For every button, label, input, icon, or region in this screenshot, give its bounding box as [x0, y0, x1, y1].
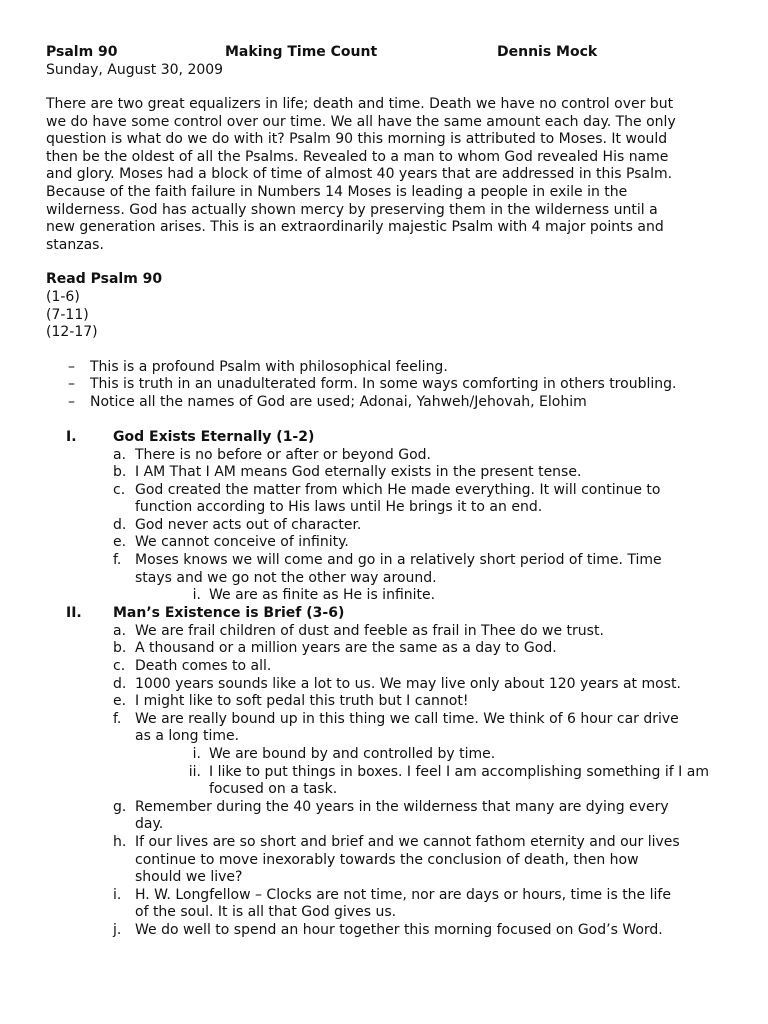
outline-item — [46, 640, 736, 658]
outline-item — [46, 658, 736, 676]
section-heading — [46, 605, 736, 623]
item-text: 1000 years sounds like a lot to us. We may live only about 120 years at most. — [135, 675, 681, 692]
dash-marker: – — [68, 393, 75, 410]
item-letter: d. — [113, 675, 127, 692]
bullet-item — [46, 394, 736, 412]
outline-item — [46, 623, 736, 641]
item-text: I might like to soft pedal this truth but I cannot! — [135, 693, 469, 710]
outline-item — [46, 676, 736, 694]
outline-item — [46, 922, 736, 940]
reading-range: (12-17) — [46, 324, 98, 341]
item-text: We are really bound up in this thing we call time. We think of 6 hour car drive — [135, 710, 679, 727]
intro-line: new generation arises. This is an extraordinarily majestic Psalm with 4 major points and — [46, 219, 664, 236]
item-letter: b. — [113, 464, 127, 481]
item-letter: e. — [113, 693, 127, 710]
item-letter: d. — [113, 516, 127, 533]
reading-ranges — [46, 289, 736, 342]
item-text: continue to move inexorably towards the conclusion of death, then how — [135, 851, 639, 868]
item-letter: a. — [113, 446, 127, 463]
item-text: Moses knows we will come and go in a relatively short period of time. Time — [135, 552, 662, 569]
outline-item — [46, 711, 736, 746]
document-page — [46, 44, 736, 940]
item-text: as a long time. — [135, 728, 240, 745]
outline-item — [46, 834, 736, 887]
reading-title: Read Psalm 90 — [46, 271, 163, 288]
intro-line: we do have some control over our time. We all have the same amount each day. The only — [46, 113, 676, 130]
outline-subitem — [46, 746, 736, 764]
outline-section — [46, 429, 736, 605]
item-letter: a. — [113, 622, 127, 639]
section-title: God Exists Eternally (1-2) — [113, 428, 315, 445]
reading-range: (1-6) — [46, 288, 80, 305]
outline-subitem — [46, 764, 736, 799]
item-letter: f. — [113, 710, 122, 727]
sermon-date: Sunday, August 30, 2009 — [46, 62, 224, 78]
bullet-item — [46, 376, 736, 394]
header-author: Dennis Mock — [497, 44, 598, 60]
item-letter: h. — [113, 833, 127, 850]
dash-marker: – — [68, 358, 75, 375]
bullet-text: This is truth in an unadulterated form. In some ways comforting in others troubling. — [90, 376, 677, 393]
item-text: Death comes to all. — [135, 658, 272, 675]
outline-item — [46, 534, 736, 552]
item-text: God never acts out of character. — [135, 516, 362, 533]
outline-item — [46, 517, 736, 535]
item-letter: i. — [113, 886, 122, 903]
dash-marker: – — [68, 376, 75, 393]
item-letter: b. — [113, 640, 127, 657]
section-number: II. — [66, 604, 82, 621]
section-title: Man’s Existence is Brief (3-6) — [113, 604, 345, 621]
item-text: day. — [135, 816, 164, 833]
item-text: H. W. Longfellow – Clocks are not time, nor are days or hours, time is the life — [135, 886, 671, 903]
item-text: function according to His laws until He brings it to an end. — [135, 499, 543, 516]
subitem-text: focused on a task. — [209, 781, 338, 798]
item-letter: g. — [113, 798, 127, 815]
outline — [46, 429, 736, 940]
intro-line: then be the oldest of all the Psalms. Revealed to a man to whom God revealed His name — [46, 148, 669, 165]
subitem-text: We are bound by and controlled by time. — [209, 746, 496, 762]
outline-item — [46, 552, 736, 587]
outline-subitem — [46, 587, 736, 605]
bullet-text: Notice all the names of God are used; Adonai, Yahweh/Jehovah, Elohim — [90, 393, 587, 410]
item-text: A thousand or a million years are the same as a day to God. — [135, 640, 557, 657]
section-heading — [46, 429, 736, 447]
item-letter: c. — [113, 481, 126, 498]
intro-line: Because of the faith failure in Numbers 14 Moses is leading a people in exile in the — [46, 183, 628, 200]
item-letter: e. — [113, 534, 127, 551]
outline-item — [46, 482, 736, 517]
section-number: I. — [66, 428, 77, 445]
outline-item — [46, 799, 736, 834]
outline-item — [46, 447, 736, 465]
item-text: should we live? — [135, 869, 243, 886]
item-text: God created the matter from which He made everything. It will continue to — [135, 481, 661, 498]
intro-line: and glory. Moses had a block of time of almost 40 years that are addressed in this Psalm. — [46, 166, 673, 183]
bullet-text: This is a profound Psalm with philosophical feeling. — [90, 358, 448, 375]
item-text: I AM That I AM means God eternally exists in the present tense. — [135, 464, 582, 481]
item-text: If our lives are so short and brief and we cannot fathom eternity and our lives — [135, 833, 680, 850]
item-text: stays and we go not the other way around. — [135, 569, 437, 586]
subitem-text: We are as finite as He is infinite. — [209, 587, 436, 604]
outline-section — [46, 605, 736, 940]
item-text: Remember during the 40 years in the wilderness that many are dying every — [135, 798, 669, 815]
item-text: We do well to spend an hour together this morning focused on God’s Word. — [135, 921, 663, 938]
reading-block — [46, 271, 736, 341]
subitem-numeral: i. — [192, 587, 201, 604]
item-letter: j. — [113, 921, 122, 938]
outline-item — [46, 693, 736, 711]
item-letter: f. — [113, 552, 122, 569]
intro-line: stanzas. — [46, 236, 104, 253]
subitem-numeral: i. — [192, 746, 201, 762]
header-scripture: Psalm 90 — [46, 44, 118, 60]
intro-line: question is what do we do with it? Psalm 90 this morning is attributed to Moses. It would — [46, 131, 668, 148]
subitem-numeral: ii. — [188, 763, 201, 780]
item-text: There is no before or after or beyond God. — [135, 446, 432, 463]
bullet-list — [46, 359, 736, 412]
reading-range: (7-11) — [46, 306, 89, 323]
header-title: Making Time Count — [225, 44, 378, 60]
item-letter: c. — [113, 658, 126, 675]
intro-line: wilderness. God has actually shown mercy by preserving them in the wilderness until a — [46, 201, 658, 218]
document-header — [46, 44, 736, 62]
item-text: of the soul. It is all that God gives us. — [135, 904, 397, 921]
intro-paragraph — [46, 96, 736, 254]
intro-line: There are two great equalizers in life; death and time. Death we have no control over but — [46, 96, 674, 112]
outline-item — [46, 887, 736, 922]
outline-item — [46, 464, 736, 482]
subitem-text: I like to put things in boxes. I feel I am accomplishing something if I am — [209, 763, 709, 780]
bullet-item — [46, 359, 736, 377]
item-text: We are frail children of dust and feeble as frail in Thee do we trust. — [135, 622, 604, 639]
item-text: We cannot conceive of infinity. — [135, 534, 349, 551]
